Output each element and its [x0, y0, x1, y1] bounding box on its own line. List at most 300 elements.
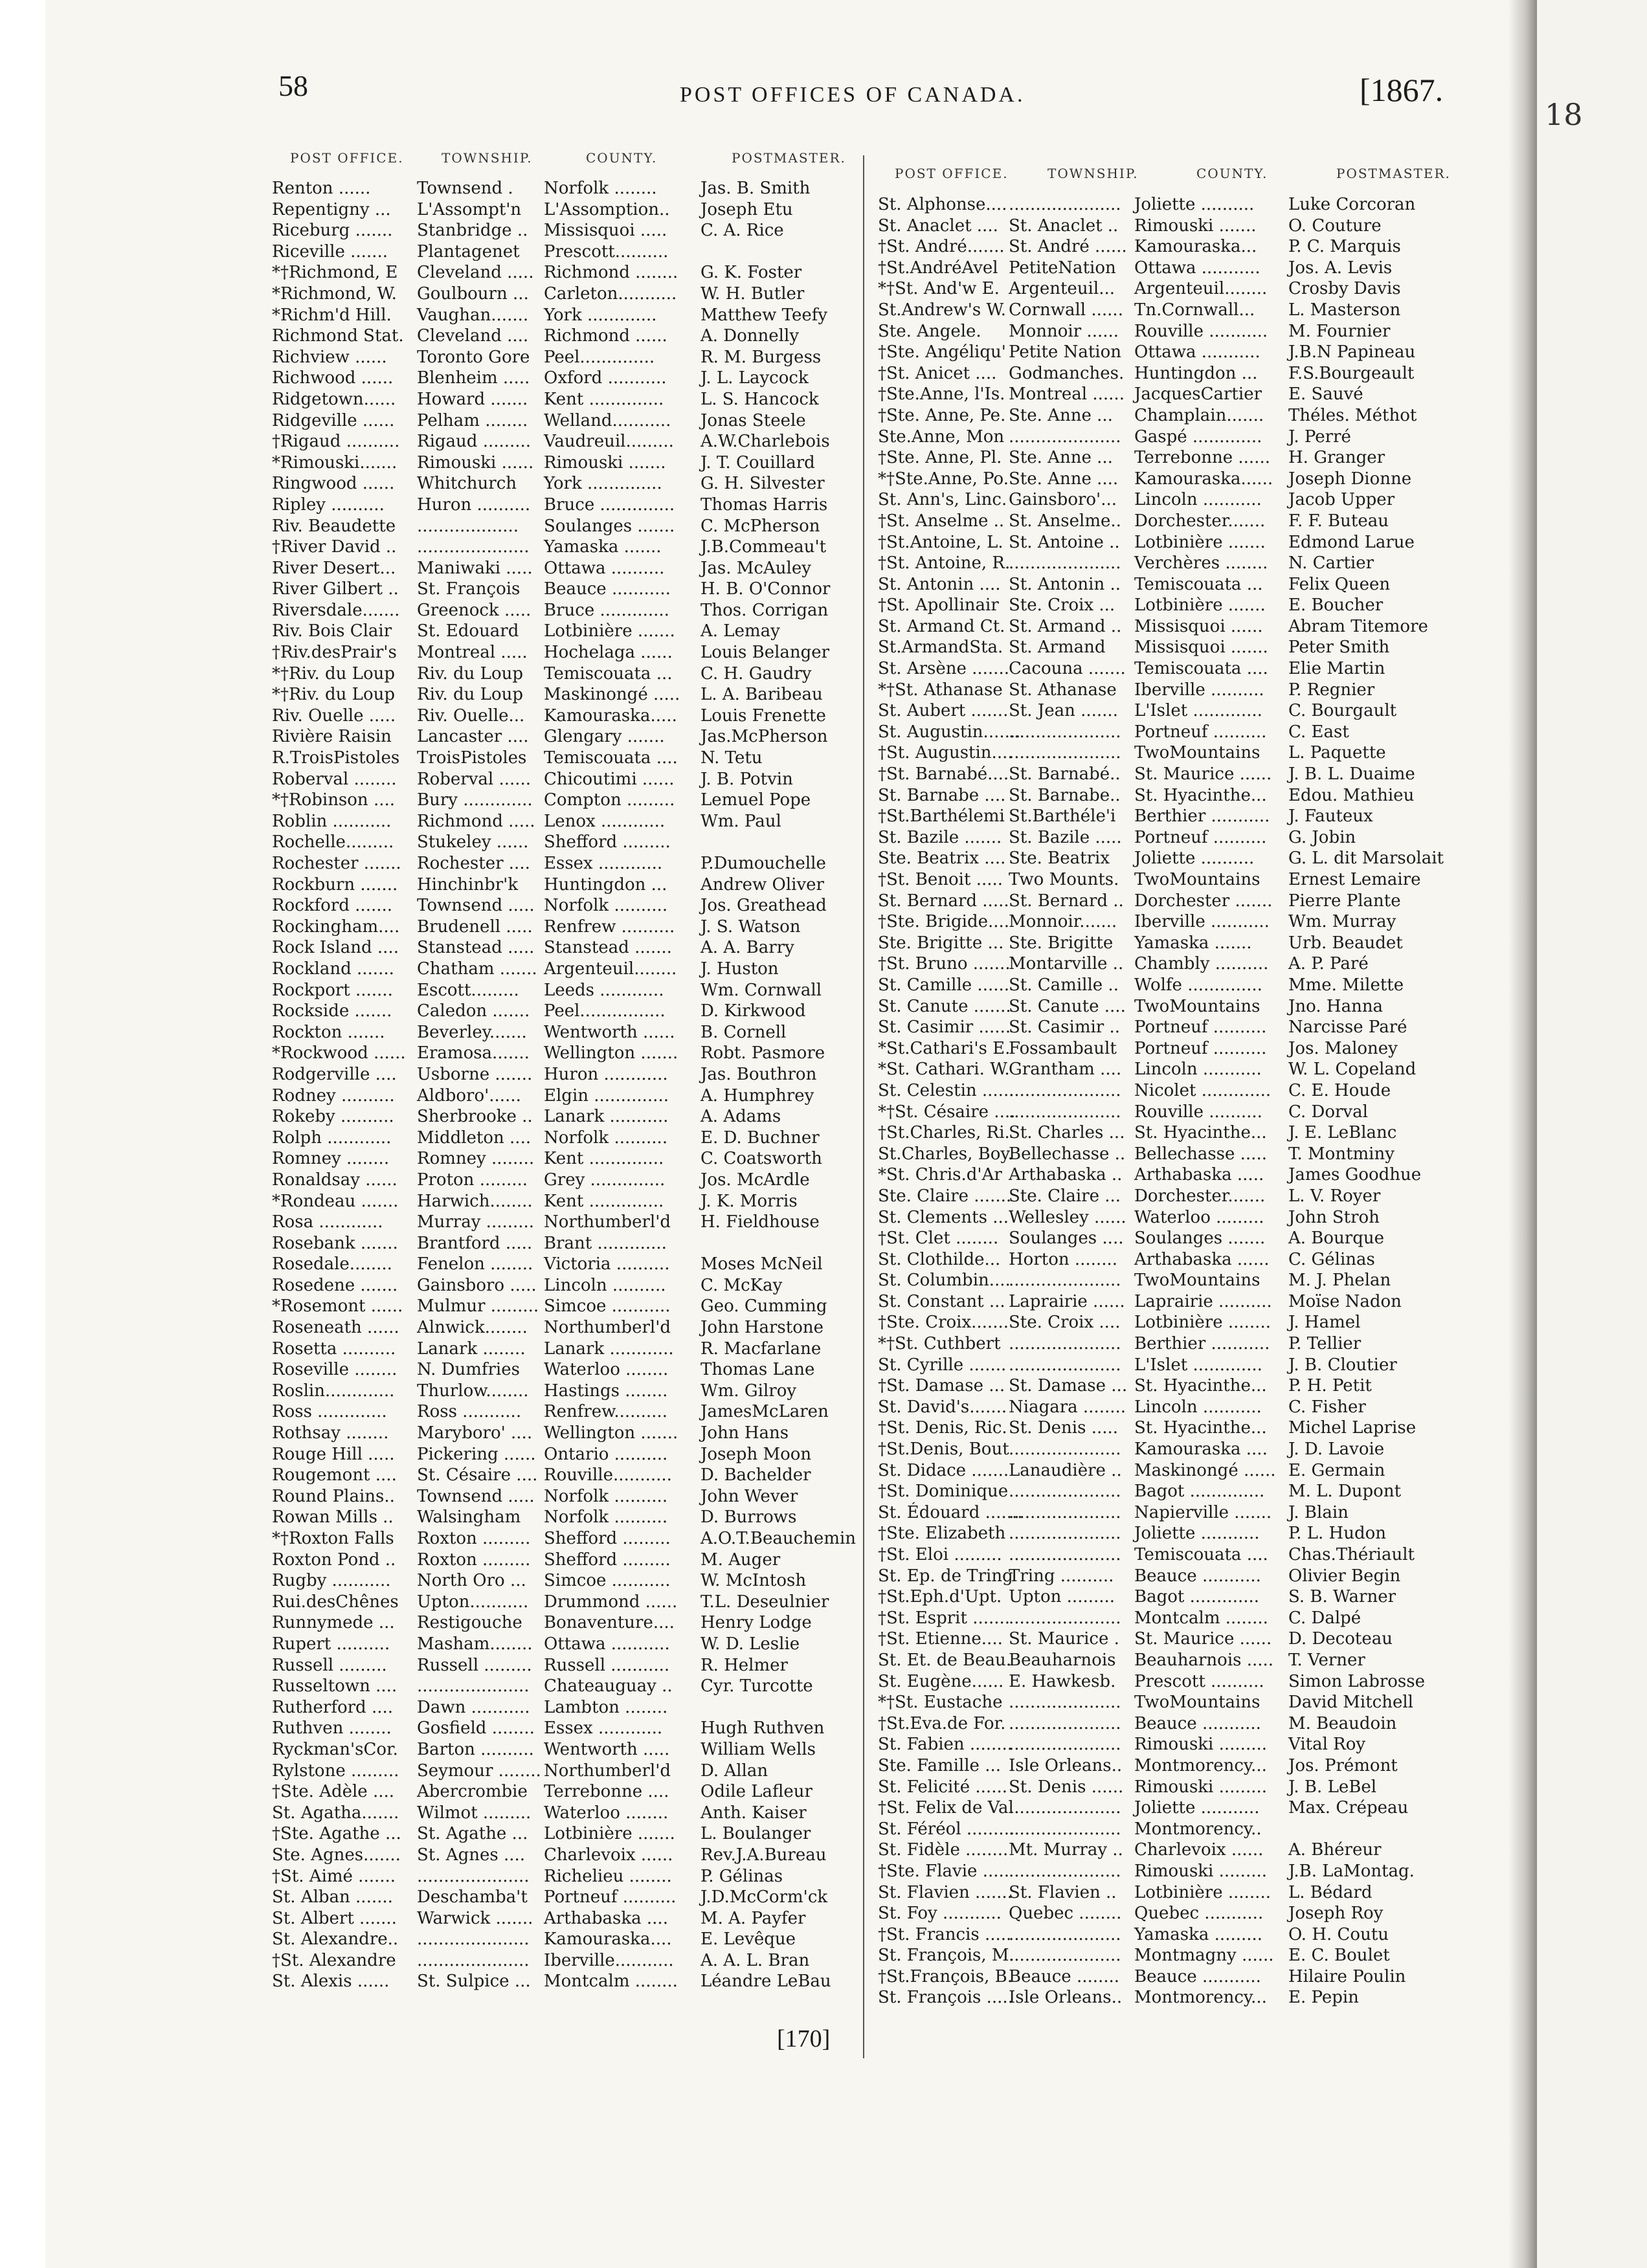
post-office-cell: Rouge Hill .....: [272, 1444, 395, 1464]
postmaster-cell: G. L. dit Marsolait: [1288, 849, 1444, 869]
post-office-cell: †St. Anselme ..: [878, 511, 1005, 531]
township-cell: Pickering ......: [417, 1444, 536, 1464]
post-office-cell: †Ste. Brigide....: [878, 912, 1010, 932]
postmaster-cell: J. D. Lavoie: [1288, 1440, 1385, 1460]
postmaster-cell: Louis Belanger: [700, 643, 830, 663]
township-cell: Maryboro' ....: [417, 1423, 533, 1443]
postmaster-cell: M. J. Phelan: [1288, 1271, 1391, 1291]
postmaster-cell: William Wells: [700, 1739, 816, 1759]
post-office-cell: St.ArmandSta.: [878, 638, 1003, 658]
postmaster-cell: Simon Labrosse: [1288, 1671, 1426, 1691]
township-cell: .....................: [1009, 195, 1121, 214]
county-cell: Glengary .......: [544, 727, 665, 747]
county-cell: St. Maurice ......: [1134, 764, 1272, 784]
postmaster-cell: D. Bachelder: [700, 1465, 811, 1485]
postmaster-cell: A. P. Paré: [1288, 954, 1369, 974]
post-office-cell: Ripley ..........: [272, 495, 385, 515]
township-cell: St. Armand ..: [1009, 616, 1122, 636]
township-cell: St. Denis ......: [1009, 1777, 1124, 1797]
county-cell: Lincoln ..........: [544, 1275, 666, 1295]
postmaster-cell: James Goodhue: [1288, 1165, 1422, 1185]
county-cell: Lanark ............: [544, 1339, 674, 1359]
county-cell: Kent ..............: [544, 1149, 664, 1169]
county-cell: Simcoe ...........: [544, 1571, 671, 1591]
post-office-cell: Romney ........: [272, 1149, 390, 1169]
postmaster-cell: W. McIntosh: [700, 1571, 807, 1591]
postmaster-cell: Thomas Harris: [700, 495, 828, 515]
township-cell: Roxton .........: [417, 1550, 531, 1570]
county-cell: Yamaska .......: [1134, 933, 1252, 953]
post-office-cell: St. Anaclet ....: [878, 216, 998, 236]
township-cell: Caledon .......: [417, 1001, 530, 1021]
post-office-cell: St. Augustin.......: [878, 722, 1021, 742]
postmaster-cell: J. Blain: [1288, 1502, 1349, 1522]
township-cell: Mulmur .........: [417, 1296, 539, 1317]
county-cell: Kamouraska.....: [544, 706, 677, 726]
county-cell: Rimouski .........: [1134, 1777, 1268, 1797]
post-office-cell: †St. Augustin....: [878, 743, 1013, 763]
postmaster-cell: N. Tetu: [700, 748, 763, 768]
county-cell: Rimouski .......: [1134, 216, 1257, 236]
postmaster-cell: Rev.J.A.Bureau: [700, 1845, 827, 1865]
township-cell: St. Anselme..: [1009, 511, 1121, 531]
post-office-cell: Rosedale........: [272, 1254, 392, 1274]
post-office-cell: St. Alphonse....: [878, 195, 1007, 214]
township-cell: North Oro ...: [417, 1571, 526, 1591]
county-cell: Montcalm ........: [544, 1972, 678, 1992]
county-cell: Lotbinière .......: [1134, 595, 1266, 616]
township-cell: Townsend .: [417, 179, 513, 198]
township-cell: E. Hawkesb.: [1009, 1671, 1116, 1691]
township-cell: Isle Orleans..: [1009, 1988, 1123, 2008]
post-office-cell: St. David's.......: [878, 1397, 1007, 1417]
county-cell: Huntingdon ...: [544, 874, 667, 895]
township-cell: .....................: [1009, 1545, 1121, 1564]
township-cell: Rimouski ......: [417, 452, 534, 472]
postmaster-cell: W. D. Leslie: [700, 1634, 800, 1654]
post-office-cell: St. Foy ...........: [878, 1904, 1002, 1924]
post-office-cell: *Rosemont ......: [272, 1296, 403, 1317]
post-office-cell: Ridgeville ......: [272, 410, 395, 430]
county-cell: Yamaska .........: [1134, 1924, 1263, 1944]
post-office-cell: †Ste. Angéliqu': [878, 342, 1006, 362]
post-office-cell: Rodgerville ....: [272, 1064, 397, 1084]
post-office-cell: †Ste. Agathe ...: [272, 1824, 401, 1844]
township-cell: Pelham ........: [417, 410, 528, 430]
postmaster-cell: Edmond Larue: [1288, 532, 1415, 552]
post-office-cell: Russell .........: [272, 1655, 387, 1675]
post-office-cell: St. Arsène .......: [878, 659, 1009, 679]
post-office-cell: †St. Dominique: [878, 1482, 1009, 1502]
county-cell: Dorchester.......: [1134, 1186, 1266, 1206]
header-postmaster: POSTMASTER.: [1336, 166, 1451, 181]
township-cell: Gainsboro'...: [1009, 490, 1117, 510]
county-cell: Lanark ...........: [544, 1107, 669, 1127]
county-cell: Simcoe ...........: [544, 1296, 671, 1317]
postmaster-cell: P. L. Hudon: [1288, 1524, 1387, 1544]
postmaster-cell: J.B.N Papineau: [1288, 342, 1416, 362]
post-office-cell: St. Canute .......: [878, 996, 1011, 1016]
post-office-cell: Ringwood ......: [272, 474, 395, 494]
postmaster-cell: C. Dorval: [1288, 1102, 1368, 1122]
post-office-cell: St. François .....: [878, 1988, 1013, 2008]
township-cell: Usborne .......: [417, 1064, 533, 1084]
county-cell: Lenox ............: [544, 811, 666, 831]
postmaster-cell: C. Gélinas: [1288, 1249, 1375, 1269]
post-office-cell: †Ste. Adèle ....: [272, 1782, 395, 1802]
township-cell: .....................: [417, 1950, 530, 1970]
postmaster-cell: J. Huston: [700, 959, 779, 979]
post-office-cell: Rockside .......: [272, 1001, 392, 1021]
county-cell: Ottawa ..........: [544, 558, 665, 578]
postmaster-cell: A. A. Barry: [700, 938, 794, 958]
township-cell: .....................: [1009, 1861, 1121, 1881]
postmaster-cell: E. Boucher: [1288, 595, 1384, 616]
postmaster-cell: F. F. Buteau: [1288, 511, 1389, 531]
postmaster-cell: Narcisse Paré: [1288, 1017, 1407, 1038]
township-cell: Eramosa.......: [417, 1043, 530, 1063]
postmaster-cell: Théles. Méthot: [1288, 405, 1417, 425]
county-cell: Bonaventure....: [544, 1613, 675, 1633]
county-cell: Chateauguay ..: [544, 1676, 673, 1696]
post-office-cell: †Rigaud ..........: [272, 432, 400, 452]
post-office-cell: Rowan Mills ..: [272, 1507, 394, 1528]
post-office-cell: Riv. Ouelle .....: [272, 706, 396, 726]
post-office-cell: Repentigny ...: [272, 199, 391, 219]
county-cell: Temiscouata ...: [1134, 574, 1263, 594]
postmaster-cell: R. Macfarlane: [700, 1339, 822, 1359]
post-office-cell: St.Charles, Boy.: [878, 1144, 1013, 1164]
county-cell: Montcalm ........: [1134, 1608, 1268, 1628]
county-cell: Terrebonne ......: [1134, 448, 1270, 468]
postmaster-cell: A. Bourque: [1288, 1228, 1385, 1249]
township-cell: Ste. Claire ...: [1009, 1186, 1121, 1206]
postmaster-cell: D. Kirkwood: [700, 1001, 806, 1021]
post-office-cell: St. Felicité ......: [878, 1777, 1007, 1797]
postmaster-cell: Elie Martin: [1288, 659, 1385, 679]
township-cell: Montreal ......: [1009, 384, 1125, 405]
county-cell: Norfolk ..........: [544, 896, 668, 916]
post-office-cell: †St.Charles, Ri.: [878, 1123, 1010, 1143]
township-cell: St. Maurice .: [1009, 1629, 1119, 1649]
township-cell: Escott.........: [417, 980, 519, 1000]
township-cell: Quebec ........: [1009, 1904, 1122, 1924]
post-office-cell: *Rondeau .......: [272, 1191, 399, 1211]
postmaster-cell: C. McKay: [700, 1275, 783, 1295]
township-cell: Laprairie ......: [1009, 1291, 1125, 1311]
township-cell: St. Anaclet ..: [1009, 216, 1119, 236]
post-office-cell: †St. Aimé .......: [272, 1866, 396, 1886]
county-cell: Lambton ........: [544, 1697, 668, 1717]
post-office-cell: †River David ..: [272, 537, 397, 557]
county-cell: Gaspé .............: [1134, 427, 1262, 447]
post-office-cell: Richview ......: [272, 347, 387, 367]
post-office-cell: Rugby ...........: [272, 1571, 391, 1591]
post-office-cell: River Desert...: [272, 558, 396, 578]
county-cell: JacquesCartier: [1134, 384, 1262, 405]
county-cell: Essex ............: [544, 1718, 663, 1739]
township-cell: Gainsboro .....: [417, 1275, 537, 1295]
postmaster-cell: E. D. Buchner: [700, 1128, 820, 1148]
post-office-cell: †St.Eph.d'Upt.: [878, 1587, 1002, 1607]
post-office-cell: Rivière Raisin: [272, 727, 392, 747]
county-cell: Welland...........: [544, 410, 671, 430]
township-cell: Murray .........: [417, 1212, 535, 1232]
county-cell: Norfolk ........: [544, 179, 657, 198]
township-cell: Fenelon ........: [417, 1254, 533, 1274]
county-cell: Ottawa ...........: [544, 1634, 670, 1654]
postmaster-cell: Lemuel Pope: [700, 790, 811, 810]
postmaster-cell: T. Montminy: [1288, 1144, 1395, 1164]
post-office-cell: St. Agatha.......: [272, 1803, 399, 1823]
postmaster-cell: L. Bédard: [1288, 1882, 1372, 1902]
post-office-cell: Richmond Stat.: [272, 326, 404, 346]
postmaster-cell: Max. Crépeau: [1288, 1798, 1409, 1818]
township-cell: Two Mounts.: [1009, 870, 1119, 889]
postmaster-cell: Hugh Ruthven: [700, 1718, 825, 1739]
county-cell: St. Maurice ......: [1134, 1629, 1272, 1649]
township-cell: Tring ..........: [1009, 1566, 1114, 1586]
post-office-cell: Rochelle.........: [272, 832, 394, 852]
post-office-cell: Rosedene .......: [272, 1275, 398, 1295]
postmaster-cell: M. Fournier: [1288, 321, 1391, 341]
township-cell: L'Assompt'n: [417, 199, 522, 219]
postmaster-cell: Jos. Prémont: [1288, 1755, 1398, 1775]
county-cell: Lotbinière ........: [1134, 1313, 1271, 1333]
county-cell: Wolfe ..............: [1134, 975, 1262, 995]
county-cell: TwoMountains: [1134, 743, 1260, 763]
postmaster-cell: J.D.McCorm'ck: [700, 1887, 828, 1907]
next-page-edge: [1537, 0, 1647, 2268]
post-office-cell: Rylstone .........: [272, 1761, 399, 1781]
postmaster-cell: C. East: [1288, 722, 1349, 742]
township-cell: Beauce ........: [1009, 1966, 1120, 1986]
post-office-cell: Riceburg .......: [272, 221, 393, 241]
post-office-cell: Rochester .......: [272, 854, 401, 873]
post-office-cell: St. Clothilde...: [878, 1249, 1001, 1269]
township-cell: .....................: [1009, 1798, 1121, 1818]
county-cell: Tn.Cornwall...: [1134, 300, 1255, 320]
post-office-cell: †Ste. Croix.......: [878, 1313, 1009, 1333]
postmaster-cell: B. Cornell: [700, 1022, 787, 1042]
township-cell: Lanaudière ..: [1009, 1460, 1122, 1480]
county-cell: Montmorency...: [1134, 1988, 1267, 2008]
postmaster-cell: H. Granger: [1288, 448, 1385, 468]
postmaster-cell: C. Bourgault: [1288, 701, 1397, 721]
postmaster-cell: Jos. Maloney: [1288, 1038, 1398, 1058]
postmaster-cell: W. L. Copeland: [1288, 1060, 1417, 1080]
county-cell: Northumberl'd: [544, 1212, 671, 1232]
post-office-cell: Rosa ............: [272, 1212, 383, 1232]
township-cell: Wilmot .........: [417, 1803, 532, 1823]
post-office-cell: *†St. Eustache: [878, 1693, 1003, 1713]
county-cell: Kent ..............: [544, 1191, 664, 1211]
post-office-cell: †Ste.Anne, l'Is.: [878, 384, 1005, 405]
township-cell: .....................: [1009, 1946, 1121, 1966]
post-office-cell: *†Robinson ....: [272, 790, 395, 810]
township-cell: Gosfield ........: [417, 1718, 535, 1739]
township-cell: Maniwaki .....: [417, 558, 533, 578]
postmaster-cell: Jos. A. Levis: [1288, 258, 1393, 278]
county-cell: Renfrew..........: [544, 1402, 667, 1422]
postmaster-cell: A. Lemay: [700, 621, 780, 641]
postmaster-cell: Cyr. Turcotte: [700, 1676, 813, 1696]
postmaster-cell: Louis Frenette: [700, 706, 826, 726]
township-cell: .....................: [1009, 1693, 1121, 1713]
post-office-cell: St. Féréol .........: [878, 1819, 1015, 1839]
postmaster-cell: T.L. Deseulnier: [700, 1592, 829, 1612]
county-cell: Lotbinière .......: [544, 621, 675, 641]
county-cell: Terrebonne ....: [544, 1782, 669, 1802]
post-office-cell: Runnymede ...: [272, 1613, 395, 1633]
postmaster-cell: Odile Lafleur: [700, 1782, 812, 1802]
county-cell: Hastings ........: [544, 1381, 668, 1401]
postmaster-cell: A. Humphrey: [700, 1085, 814, 1106]
postmaster-cell: L. Boulanger: [700, 1824, 811, 1844]
post-office-cell: St. Didace .......: [878, 1460, 1009, 1480]
township-cell: .....................: [417, 1676, 530, 1696]
county-cell: Brant .............: [544, 1233, 667, 1253]
post-office-cell: St. Constant ...: [878, 1291, 1005, 1311]
county-cell: St. Hyacinthe...: [1134, 1418, 1267, 1438]
postmaster-cell: O. H. Coutu: [1288, 1924, 1389, 1944]
post-office-cell: †St. Bruno .......: [878, 954, 1011, 974]
county-cell: Berthier ...........: [1134, 806, 1270, 827]
post-office-cell: †St. Eloi .........: [878, 1545, 1002, 1564]
county-cell: Hochelaga ......: [544, 643, 673, 663]
county-cell: Beauce ...........: [544, 579, 671, 599]
postmaster-cell: Wm. Paul: [700, 811, 781, 831]
postmaster-cell: Matthew Teefy: [700, 305, 828, 325]
township-cell: Cleveland .....: [417, 263, 534, 283]
post-office-cell: Riversdale.......: [272, 600, 400, 620]
township-cell: Plantagenet: [417, 241, 520, 261]
post-office-cell: Ridgetown......: [272, 389, 396, 409]
postmaster-cell: D. Decoteau: [1288, 1629, 1393, 1649]
postmaster-cell: Crosby Davis: [1288, 279, 1401, 299]
county-cell: Waterloo ........: [544, 1803, 669, 1823]
postmaster-cell: L. V. Royer: [1288, 1186, 1381, 1206]
township-cell: Lancaster ....: [417, 727, 529, 747]
county-cell: Beauce ...........: [1134, 1566, 1261, 1586]
post-office-cell: †St.François, B.: [878, 1966, 1013, 1986]
postmaster-cell: T. Verner: [1288, 1650, 1365, 1670]
county-cell: Champlain.......: [1134, 405, 1264, 425]
page-gutter-shadow: [1508, 0, 1537, 2268]
county-cell: Lincoln ...........: [1134, 1060, 1262, 1080]
county-cell: Richmond ........: [544, 263, 678, 283]
postmaster-cell: Michel Laprise: [1288, 1418, 1417, 1438]
postmaster-cell: J. Hamel: [1288, 1313, 1361, 1333]
county-cell: Essex ............: [544, 854, 663, 873]
county-cell: Stanstead .......: [544, 938, 672, 958]
township-cell: PetiteNation: [1009, 258, 1116, 278]
postmaster-cell: Henry Lodge: [700, 1613, 812, 1633]
township-cell: Brantford .....: [417, 1233, 533, 1253]
township-cell: .....................: [417, 1929, 530, 1950]
township-cell: Ste. Croix ....: [1009, 1313, 1121, 1333]
township-cell: Huron ..........: [417, 495, 531, 515]
header-county: COUNTY.: [586, 150, 658, 166]
post-office-cell: St.Andrew's W.: [878, 300, 1006, 320]
township-cell: .....................: [1009, 1102, 1121, 1122]
postmaster-cell: J. Perré: [1288, 427, 1351, 447]
county-cell: Berthier ...........: [1134, 1334, 1270, 1354]
township-cell: St. Damase ...: [1009, 1376, 1128, 1396]
postmaster-cell: J. K. Morris: [700, 1191, 798, 1211]
county-cell: Nicolet .............: [1134, 1080, 1272, 1100]
post-office-cell: Rothsay ........: [272, 1423, 389, 1443]
county-cell: Bellechasse .....: [1134, 1144, 1267, 1164]
post-office-cell: St. Barnabe ....: [878, 785, 1006, 805]
township-cell: St. Barnabé..: [1009, 764, 1121, 784]
postmaster-cell: C. E. Houde: [1288, 1080, 1391, 1100]
township-cell: ...................: [417, 516, 519, 536]
postmaster-cell: Jas. McAuley: [700, 558, 811, 578]
post-office-cell: St. Fabien ........: [878, 1735, 1013, 1755]
post-office-cell: Roslin.............: [272, 1381, 395, 1401]
township-cell: St. Bazile .....: [1009, 827, 1122, 847]
township-cell: Walsingham: [417, 1507, 521, 1528]
post-office-cell: Roxton Pond ..: [272, 1550, 396, 1570]
postmaster-cell: R. Helmer: [700, 1655, 788, 1675]
county-cell: Arthabaska ......: [1134, 1249, 1270, 1269]
township-cell: St. Agnes ....: [417, 1845, 526, 1865]
post-office-cell: St. Édouard .......: [878, 1502, 1023, 1522]
township-cell: Ste. Anne ...: [1009, 405, 1113, 425]
township-cell: St. Jean .......: [1009, 701, 1118, 721]
township-cell: Soulanges ....: [1009, 1228, 1124, 1249]
township-cell: Ste. Beatrix: [1009, 849, 1110, 869]
postmaster-cell: P. Regnier: [1288, 680, 1375, 700]
township-cell: Proton .........: [417, 1170, 528, 1190]
township-cell: St. Camille ..: [1009, 975, 1119, 995]
post-office-cell: †St. Damase ...: [878, 1376, 1005, 1396]
township-cell: St. Antonin ..: [1009, 574, 1121, 594]
county-cell: Temiscouata ...: [544, 663, 673, 684]
township-cell: .....................: [1009, 1608, 1121, 1628]
post-office-cell: Rougemont ....: [272, 1465, 397, 1485]
county-cell: Shefford .........: [544, 1550, 671, 1570]
county-cell: Ottawa ...........: [1134, 342, 1260, 362]
postmaster-cell: C. Dalpé: [1288, 1608, 1361, 1628]
township-cell: Goulbourn ...: [417, 284, 529, 304]
township-cell: Barton ..........: [417, 1739, 534, 1759]
postmaster-cell: P. H. Petit: [1288, 1376, 1372, 1396]
county-cell: Russell ...........: [544, 1655, 670, 1675]
post-office-cell: St. Alban .......: [272, 1887, 393, 1907]
county-cell: Portneuf ..........: [544, 1887, 677, 1907]
post-office-cell: Rockburn .......: [272, 874, 398, 895]
postmaster-cell: Ernest Lemaire: [1288, 870, 1421, 889]
township-cell: Restigouche: [417, 1613, 522, 1633]
county-cell: Lotbinière .......: [1134, 532, 1266, 552]
post-office-cell: St. Celestin ......: [878, 1080, 1014, 1100]
county-cell: Maskinongé ......: [1134, 1460, 1276, 1480]
postmaster-cell: E. Pepin: [1288, 1988, 1359, 2008]
post-office-cell: St. Flavien .......: [878, 1882, 1013, 1902]
county-cell: Ontario ..........: [544, 1444, 668, 1464]
county-cell: Arthabaska ....: [544, 1908, 668, 1928]
post-office-cell: *Rimouski.......: [272, 452, 398, 472]
county-cell: Norfolk ..........: [544, 1507, 668, 1528]
township-cell: Greenock .....: [417, 600, 532, 620]
post-office-cell: Rodney ..........: [272, 1085, 395, 1106]
postmaster-cell: J. B. LeBel: [1288, 1777, 1377, 1797]
post-office-cell: †St. Antoine, R.: [878, 553, 1011, 573]
township-cell: Mt. Murray ..: [1009, 1840, 1123, 1860]
county-cell: Montmorency..: [1134, 1819, 1262, 1839]
